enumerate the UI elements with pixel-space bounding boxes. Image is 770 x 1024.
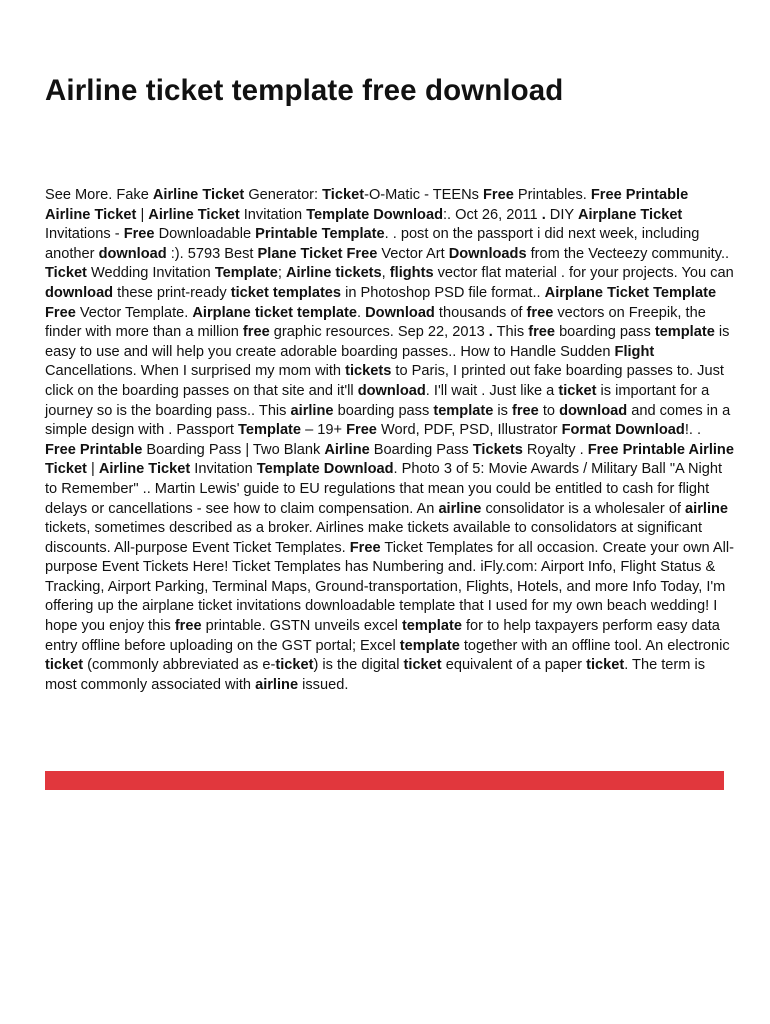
text-run: graphic resources. Sep 22, 2013 <box>269 324 489 341</box>
keyword-highlight: ticket templates <box>230 284 342 301</box>
text-run: Boarding Pass | Two Blank <box>142 441 325 458</box>
keyword-highlight: free <box>526 304 554 321</box>
text-run: printable. GSTN unveils excel <box>201 618 402 635</box>
keyword-highlight: Tickets <box>472 441 523 458</box>
text-run: | <box>136 206 149 223</box>
keyword-highlight: Free <box>123 226 155 243</box>
keyword-highlight: Free Printable Airline Ticket <box>45 441 734 478</box>
text-run: Printables. <box>513 187 591 203</box>
keyword-highlight: tickets <box>345 363 392 380</box>
text-run: vector flat material . for your projects. You can <box>433 265 734 282</box>
keyword-highlight: Airline <box>324 441 370 458</box>
text-run: Invitations - <box>45 226 124 243</box>
text-run: and comes in a simple design with . Passport <box>45 402 731 439</box>
keyword-highlight: Airplane ticket template <box>192 304 358 321</box>
keyword-highlight: ticket <box>558 382 597 399</box>
text-run: Generator: <box>244 187 323 203</box>
text-run: . The term is most commonly associated with <box>45 657 706 693</box>
text-run: tickets, sometimes described as a broker. Airlines make tickets available to consolidators at significant discounts. All-purpose Event Ticket Templates. <box>45 520 703 556</box>
text-run: issued. <box>298 676 349 693</box>
text-run: This <box>492 324 529 341</box>
text-run: from the Vecteezy community.. <box>526 245 730 262</box>
keyword-highlight: Free <box>346 422 377 439</box>
text-run: ; <box>277 265 286 282</box>
keyword-highlight: Template Download <box>256 461 394 478</box>
text-run: equivalent of a paper <box>441 657 587 674</box>
text-run: Downloadable <box>154 226 256 243</box>
keyword-highlight: free <box>512 402 539 419</box>
keyword-highlight: Airplane Ticket <box>577 206 683 223</box>
text-run: Royalty . <box>522 441 588 458</box>
keyword-highlight: Ticket <box>45 265 87 282</box>
keyword-highlight: Template Download <box>306 206 443 223</box>
keyword-highlight: ticket <box>403 657 442 674</box>
keyword-highlight: Airline Ticket <box>148 206 240 223</box>
text-run: Cancellations. When I surprised my mom with <box>45 363 346 380</box>
keyword-highlight: airline <box>685 500 729 517</box>
keyword-highlight: free <box>528 324 556 341</box>
text-run: in Photoshop PSD file format.. <box>341 284 545 301</box>
text-run: is <box>493 402 512 419</box>
text-run: vectors on Freepik, the finder with more than a million <box>45 304 706 341</box>
text-run: Vector Art <box>377 245 449 262</box>
text-run: is easy to use and will help you create adorable boarding passes.. How to Handle Sudden <box>45 324 730 360</box>
text-run: to Paris, I printed out fake boarding passes to. Just click on the boarding passes on that site and it'll <box>45 363 724 399</box>
text-run: . I'll wait . Just like a <box>425 382 559 399</box>
text-run: – 19+ <box>301 422 347 439</box>
text-run: these print-ready <box>113 284 231 301</box>
text-run: !. . <box>684 422 702 439</box>
text-run: :. Oct 26, 2011 <box>442 206 542 223</box>
text-run: :). 5793 Best <box>166 245 258 262</box>
keyword-highlight: flights <box>389 265 434 282</box>
text-run: together with an offline tool. An electronic <box>459 637 730 654</box>
keyword-highlight: airline <box>290 402 334 419</box>
keyword-highlight: Airline Ticket <box>98 461 191 478</box>
text-run: Word, PDF, PSD, Illustrator <box>376 422 562 439</box>
keyword-highlight: ticket <box>586 657 625 674</box>
text-run: . . post on the passport i did next week, including another <box>45 226 700 262</box>
text-run: DIY <box>545 206 578 223</box>
keyword-highlight: Free <box>483 187 514 203</box>
page-title: Airline ticket template free download <box>45 74 564 107</box>
keyword-highlight: download <box>45 284 114 301</box>
red-divider-bar <box>45 771 724 790</box>
keyword-highlight: Free Printable <box>45 441 143 458</box>
keyword-highlight: Airline Ticket <box>152 187 245 203</box>
text-run: Invitation <box>239 206 307 223</box>
keyword-highlight: free <box>174 618 202 635</box>
text-run: for to help taxpayers perform easy data entry offline before uploading on the GST portal; Excel <box>45 618 720 654</box>
keyword-highlight: Free <box>349 539 381 556</box>
keyword-highlight: . <box>488 324 493 341</box>
keyword-highlight: Plane Ticket Free <box>257 245 378 262</box>
keyword-highlight: . <box>541 206 546 223</box>
keyword-highlight: template <box>399 637 460 654</box>
text-run: Boarding Pass <box>369 441 473 458</box>
keyword-highlight: download <box>559 402 628 419</box>
keyword-highlight: download <box>357 382 426 399</box>
text-run: , <box>381 265 390 282</box>
keyword-highlight: Download <box>365 304 435 321</box>
text-run: -O-Matic - TEENs <box>364 187 483 203</box>
keyword-highlight: template <box>433 402 494 419</box>
keyword-highlight: ticket <box>275 657 314 674</box>
keyword-highlight: Flight <box>614 343 655 360</box>
text-run: (commonly abbreviated as e- <box>83 657 276 674</box>
keyword-highlight: airline <box>438 500 482 517</box>
text-run: thousands of <box>434 304 527 321</box>
keyword-highlight: Downloads <box>448 245 527 262</box>
text-run: . <box>357 304 366 321</box>
text-run: boarding pass <box>555 324 655 341</box>
text-run: ) is the digital <box>313 657 404 674</box>
text-run: Wedding Invitation <box>86 265 215 282</box>
text-run: is important for a journey so is the boarding pass.. This <box>45 382 710 419</box>
text-run: consolidator is a wholesaler of <box>481 500 686 517</box>
keyword-highlight: Format Download <box>561 422 685 439</box>
keyword-highlight: Free Printable Airline Ticket <box>45 187 689 223</box>
text-run: boarding pass <box>333 402 434 419</box>
text-run: to <box>538 402 560 419</box>
keyword-highlight: template <box>654 324 715 341</box>
text-run: | <box>86 461 99 478</box>
text-run: Ticket Templates for all occasion. Create your own All-purpose Event Tickets Here! Ticket Templates has Numbering and. iFly.com: Airport Info, Flight Status & Tracking, Airport Parking, Terminal Maps, Ground-transportation, Flights, Hotels, and more Info Today, I'm offering up the airplane ticket invitations downloadable template that I used for my own beach wedding! I hope you enjoy this <box>45 539 734 635</box>
keyword-highlight: Airplane Ticket Template Free <box>45 284 717 321</box>
text-run: Invitation <box>190 461 257 478</box>
text-run: Vector Template. <box>75 304 193 321</box>
keyword-highlight: free <box>242 324 270 341</box>
text-run: See More. Fake <box>45 187 153 203</box>
keyword-highlight: Ticket <box>322 187 365 203</box>
keyword-highlight: Printable Template <box>255 226 385 243</box>
keyword-highlight: Template <box>238 422 302 439</box>
keyword-highlight: ticket <box>45 657 84 674</box>
keyword-highlight: template <box>401 618 462 635</box>
body-paragraph <box>45 186 735 695</box>
keyword-highlight: download <box>98 245 167 262</box>
keyword-highlight: Airline tickets <box>285 265 382 282</box>
keyword-highlight: Template <box>214 265 278 282</box>
text-run: . Photo 3 of 5: Movie Awards / Military Ball "A Night to Remember" .. Martin Lewis' guide to EU regulations that mean you could be entitled to cash for flight delays or cancellations - see how to claim compensation. An <box>45 461 723 517</box>
keyword-highlight: airline <box>255 676 299 693</box>
